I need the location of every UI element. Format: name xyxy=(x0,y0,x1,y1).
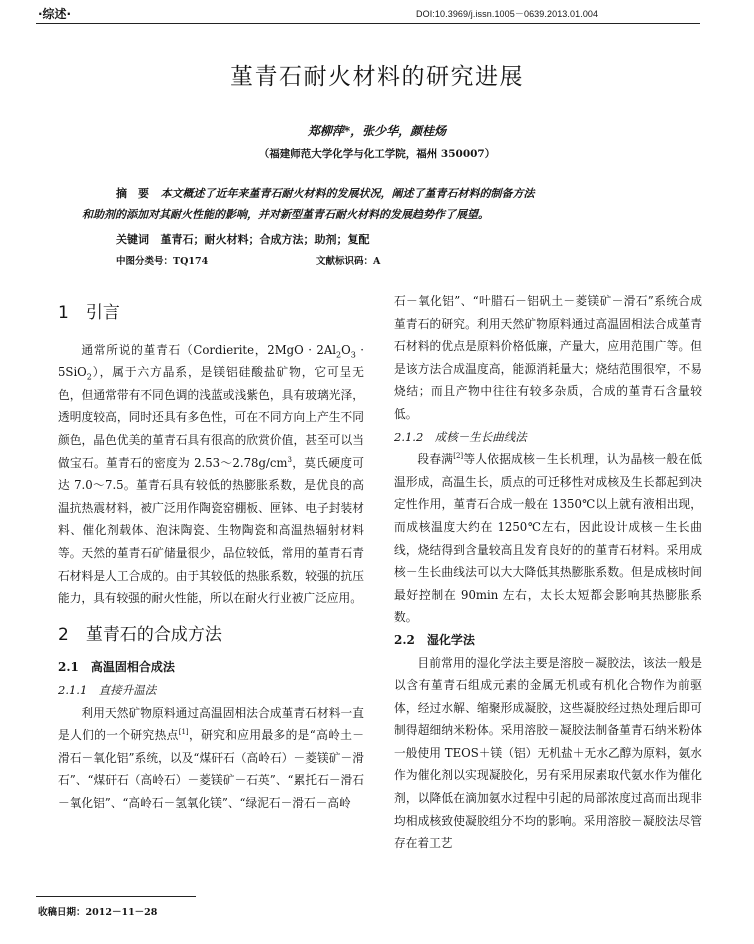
abstract-cont xyxy=(82,204,722,225)
classification xyxy=(116,253,208,267)
heading-2-2: 2.2 湿化学法 xyxy=(394,632,475,647)
keywords-text: 堇青石；耐火材料；合成方法；助剂；复配 xyxy=(160,233,370,246)
clc-label: 中图分类号： xyxy=(116,256,174,267)
abstract-line-2: 和助剂的添加对其耐火性能的影响，并对新型堇青石耐火材料的发展趋势作了展望。 xyxy=(82,208,489,221)
paragraph-cont: 石－氧化铝”、“叶腊石－铝矾土－菱镁矿－滑石”系统合成堇青石的研究。利用天然矿物原料通过高温固相法合成堇青石材料的优点是原料价格低廉，产量大，应用范围广等。但是该方法合成温度高，能源消耗量大；烧结范围很窄，不易烧结；而且产物中往往有较多杂质，合成的堇青石含量较低。 xyxy=(394,294,702,421)
doc-code-value: A xyxy=(373,256,381,267)
right-column xyxy=(394,290,702,855)
keywords-label: 关键词 xyxy=(116,233,149,246)
left-column xyxy=(58,302,364,814)
paper-title: 堇青石耐火材料的研究进展 xyxy=(230,64,524,90)
paragraph-2-1-2: 段春满[2]等人依据成核－生长机理，认为晶核一般在低温形成，高温生长，质点的可迁移性对成核及生长都起到决定性作用，堇青石合成一般在 1350℃以上就有液相出现，而成核温度大约在 1250℃左右，因此设计成核－生长曲线，烧结得到含量较高且发育良好的的堇青石材料。采用成核－生长曲线法可以大大降低其热膨胀系数。但是成核时间最好控制在 90min 左右，太长太短都会影响其热膨胀系数。 xyxy=(394,452,702,625)
received-date: 收稿日期：2012－11－28 xyxy=(38,907,158,918)
abstract xyxy=(116,183,716,204)
heading-2-1-2: 2.1.2 成核－生长曲线法 xyxy=(394,429,527,444)
clc-value: TQ174 xyxy=(173,256,209,267)
paragraph-2-2: 目前常用的湿化学法主要是溶胶－凝胶法，该法一般是以含有堇青石组成元素的金属无机或有机化合物作为前驱体，经过水解、缩聚形成凝胶，这些凝胶经过热处理后即可制得超细纳米粉体。采用溶胶－凝胶法制备堇青石纳米粉体一般使用 TEOS＋镁（铝）无机盐＋无水乙醇为原料，氨水作为催化剂以实现凝胶化，另有采用尿素取代氨水作为催化剂，以降低在滴加氨水过程中引起的局部浓度过高而出现非均相成核致使凝胶组分不均的影响。采用溶胶－凝胶法尽管存在着工艺 xyxy=(394,655,702,851)
abstract-label: 摘 要 xyxy=(116,187,149,200)
header-rule xyxy=(36,23,700,24)
paragraph-2-1-1: 利用天然矿物原料通过高温固相法合成堇青石材料一直是人们的一个研究热点[1]，研究和应用最多的是“高岭土－滑石－氧化铝”系统，以及“煤矸石（高岭石）－菱镁矿－滑石”、“煤矸石（高岭石）－菱镁矿－石英”、“累托石－滑石－氧化铝”、“高岭石－氢氧化镁”、“绿泥石－滑石－高岭 xyxy=(58,705,364,810)
doc-code-label: 文献标识码： xyxy=(316,256,374,267)
abstract-line-1: 本文概述了近年来堇青石耐火材料的发展状况，阐述了堇青石材料的制备方法 xyxy=(160,187,535,200)
doc-code xyxy=(316,253,380,267)
section-2-heading: 2 堇青石的合成方法 xyxy=(58,624,222,645)
affiliation: （福建师范大学化学与化工学院，福州 350007） xyxy=(258,148,496,160)
footnote-rule xyxy=(36,896,196,897)
heading-2-1-1: 2.1.1 直接升温法 xyxy=(58,682,157,697)
doi-text: DOI:10.3969/j.issn.1005－0639.2013.01.004 xyxy=(416,9,599,19)
intro-paragraph: 通常所说的堇青石（Cordierite，$2MgO \cdot 2Al_2O_3 \cdot 5SiO_2$），属于六方晶系，是镁铝硅酸盐矿物，它可呈无色，但通常带有不同色调的浅蓝或浅紫色，具有玻璃光泽，透明度较高，同时还具有多色性，可在不同方向上产生不同颜色，晶色优美的堇青石具有很高的欣赏价值，甚至可以当做宝石。堇青石的密度为 $2.53\sim 2.78g/cm^3$，莫氏硬度可达 7.0～7.5。堇青石具有较低的热膨胀系数，是优良的高温抗热震材料，被广泛用作陶瓷窑棚板、匣钵、电子封装材料、催化剂载体、泡沫陶瓷、生物陶瓷和高温热辐射材料等。天然的堇青石矿储量很少，品位较低，常用的堇青石青石材料是人工合成的。由于其较低的热胀系数，较强的抗压能力，具有较强的耐火性能，所以在耐火行业被广泛应用。 xyxy=(58,342,365,606)
section-1-heading: 1 引言 xyxy=(58,303,120,323)
authors: 郑柳萍*，张少华，颜桂炀 xyxy=(307,124,447,138)
section-tag: ·综述· xyxy=(38,7,72,21)
heading-2-1: 2.1 高温固相合成法 xyxy=(58,660,175,675)
keywords xyxy=(116,229,716,250)
